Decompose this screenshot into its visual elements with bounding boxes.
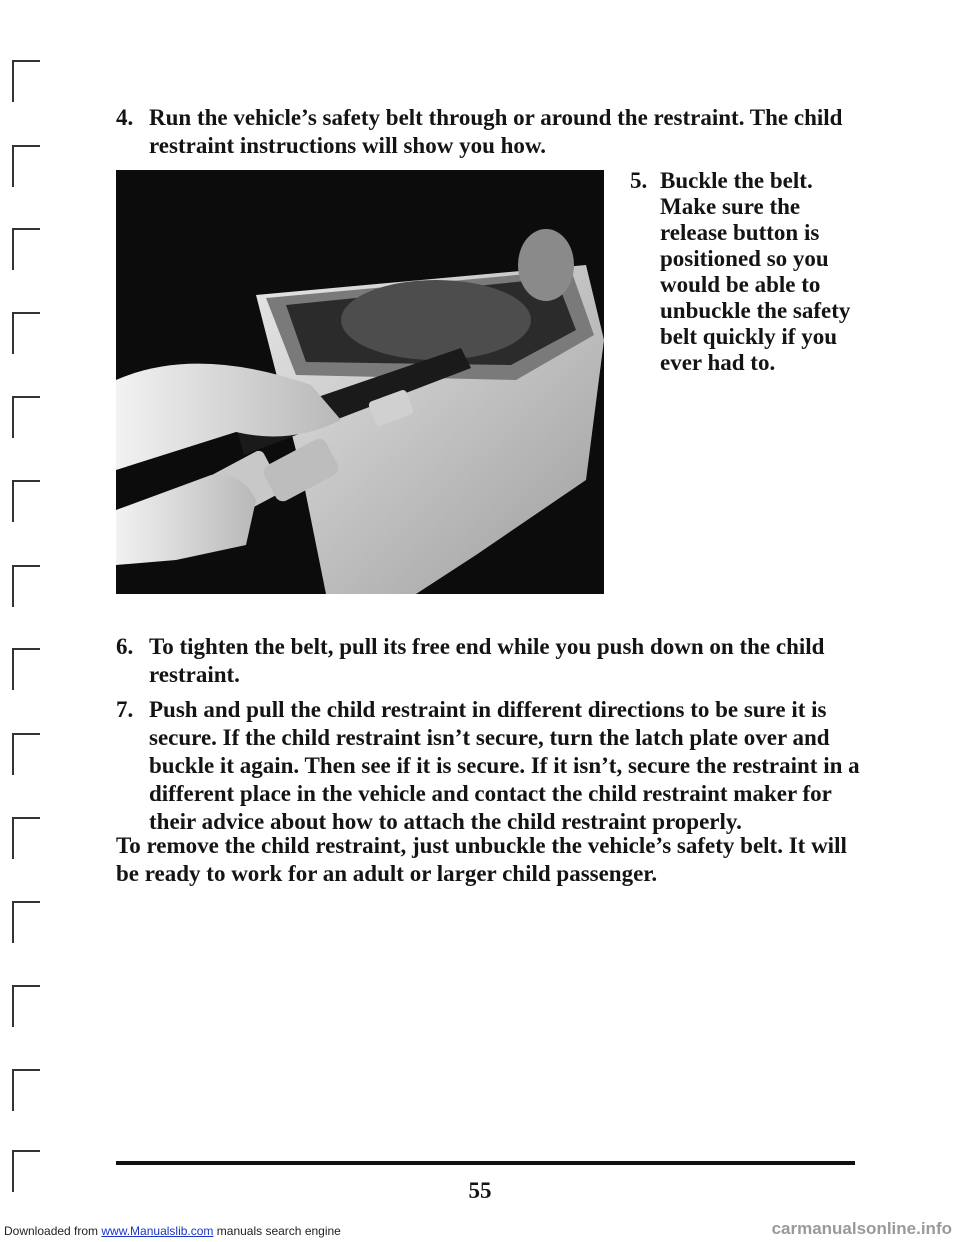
closing-paragraph: To remove the child restraint, just unbuckle the vehicle’s safety belt. It will be ready to work for an adult or larger child passenger. <box>116 833 847 886</box>
binding-mark <box>12 817 40 859</box>
step-number: 5. <box>630 168 648 193</box>
binding-mark <box>12 312 40 354</box>
step-5 <box>630 168 865 376</box>
binding-mark <box>12 228 40 270</box>
binding-mark <box>12 985 40 1027</box>
step-number: 4. <box>116 105 134 130</box>
footer-suffix: manuals search engine <box>213 1224 341 1238</box>
step-text: To tighten the belt, pull its free end while you push down on the child restraint. <box>149 634 825 687</box>
step-number: 7. <box>116 697 134 722</box>
step-number: 6. <box>116 634 134 659</box>
download-footer <box>4 1224 341 1238</box>
page-number: 55 <box>468 1178 492 1203</box>
footer-prefix: Downloaded from <box>4 1224 102 1238</box>
page-rule <box>116 1161 855 1165</box>
manualslib-link[interactable]: www.Manualslib.com <box>101 1224 214 1238</box>
binding-mark <box>12 396 40 438</box>
binding-mark <box>12 480 40 522</box>
step-7 <box>116 696 861 836</box>
photo-illustration <box>116 170 604 594</box>
binding-mark <box>12 901 40 943</box>
binding-mark <box>12 145 40 187</box>
binding-mark <box>12 565 40 607</box>
binding-mark <box>12 648 40 690</box>
step-text: Run the vehicle’s safety belt through or around the restraint. The child restraint instructions will show you how. <box>149 105 843 158</box>
step-4 <box>116 104 861 160</box>
binding-mark <box>12 733 40 775</box>
watermark: carmanualsonline.info <box>771 1219 952 1238</box>
step-6 <box>116 633 856 689</box>
binding-mark <box>12 1069 40 1111</box>
binding-mark <box>12 60 40 102</box>
child-restraint-photo <box>116 170 604 594</box>
step-text: Push and pull the child restraint in different directions to be sure it is secure. If the child restraint isn’t secure, turn the latch plate over and buckle it again. Then see if it is secure. If it isn’t, secure the restraint in a different place in the vehicle and contact the child restraint maker for their advice about how to attach the child restraint properly. <box>149 697 860 834</box>
step-text: Buckle the belt. Make sure the release button is positioned so you would be able to unbuckle the safety belt quickly if you ever had to. <box>660 168 851 375</box>
